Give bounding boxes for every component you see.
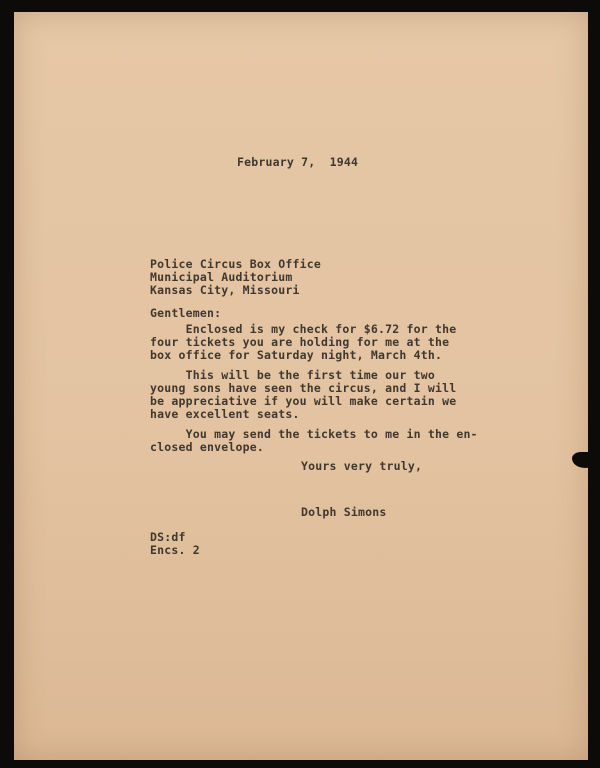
paragraph-1-line-3: box office for Saturday night, March 4th.: [150, 348, 443, 362]
reference-initials: DS:df: [150, 530, 186, 544]
paragraph-2-line-4: have excellent seats.: [150, 407, 300, 421]
closing: Yours very truly,: [301, 459, 423, 473]
address-line-2: Municipal Auditorium: [150, 270, 293, 284]
paragraph-2-line-3: be appreciative if you will make certain we: [150, 394, 457, 408]
paragraph-2-line-2: young sons have seen the circus, and I will: [150, 381, 457, 395]
salutation: Gentlemen:: [150, 306, 222, 320]
paragraph-3-line-2: closed envelope.: [150, 440, 264, 454]
paragraph-2-line-1: This will be the first time our two: [150, 368, 435, 382]
paragraph-3-line-1: You may send the tickets to me in the en-: [150, 427, 478, 441]
signature-name: Dolph Simons: [301, 505, 387, 519]
address-line-1: Police Circus Box Office: [150, 257, 321, 271]
enclosures-note: Encs. 2: [150, 543, 200, 557]
paragraph-1-line-2: four tickets you are holding for me at the: [150, 335, 450, 349]
paragraph-1-line-1: Enclosed is my check for $6.72 for the: [150, 322, 457, 336]
address-line-3: Kansas City, Missouri: [150, 283, 300, 297]
letter-date: February 7, 1944: [237, 155, 359, 169]
